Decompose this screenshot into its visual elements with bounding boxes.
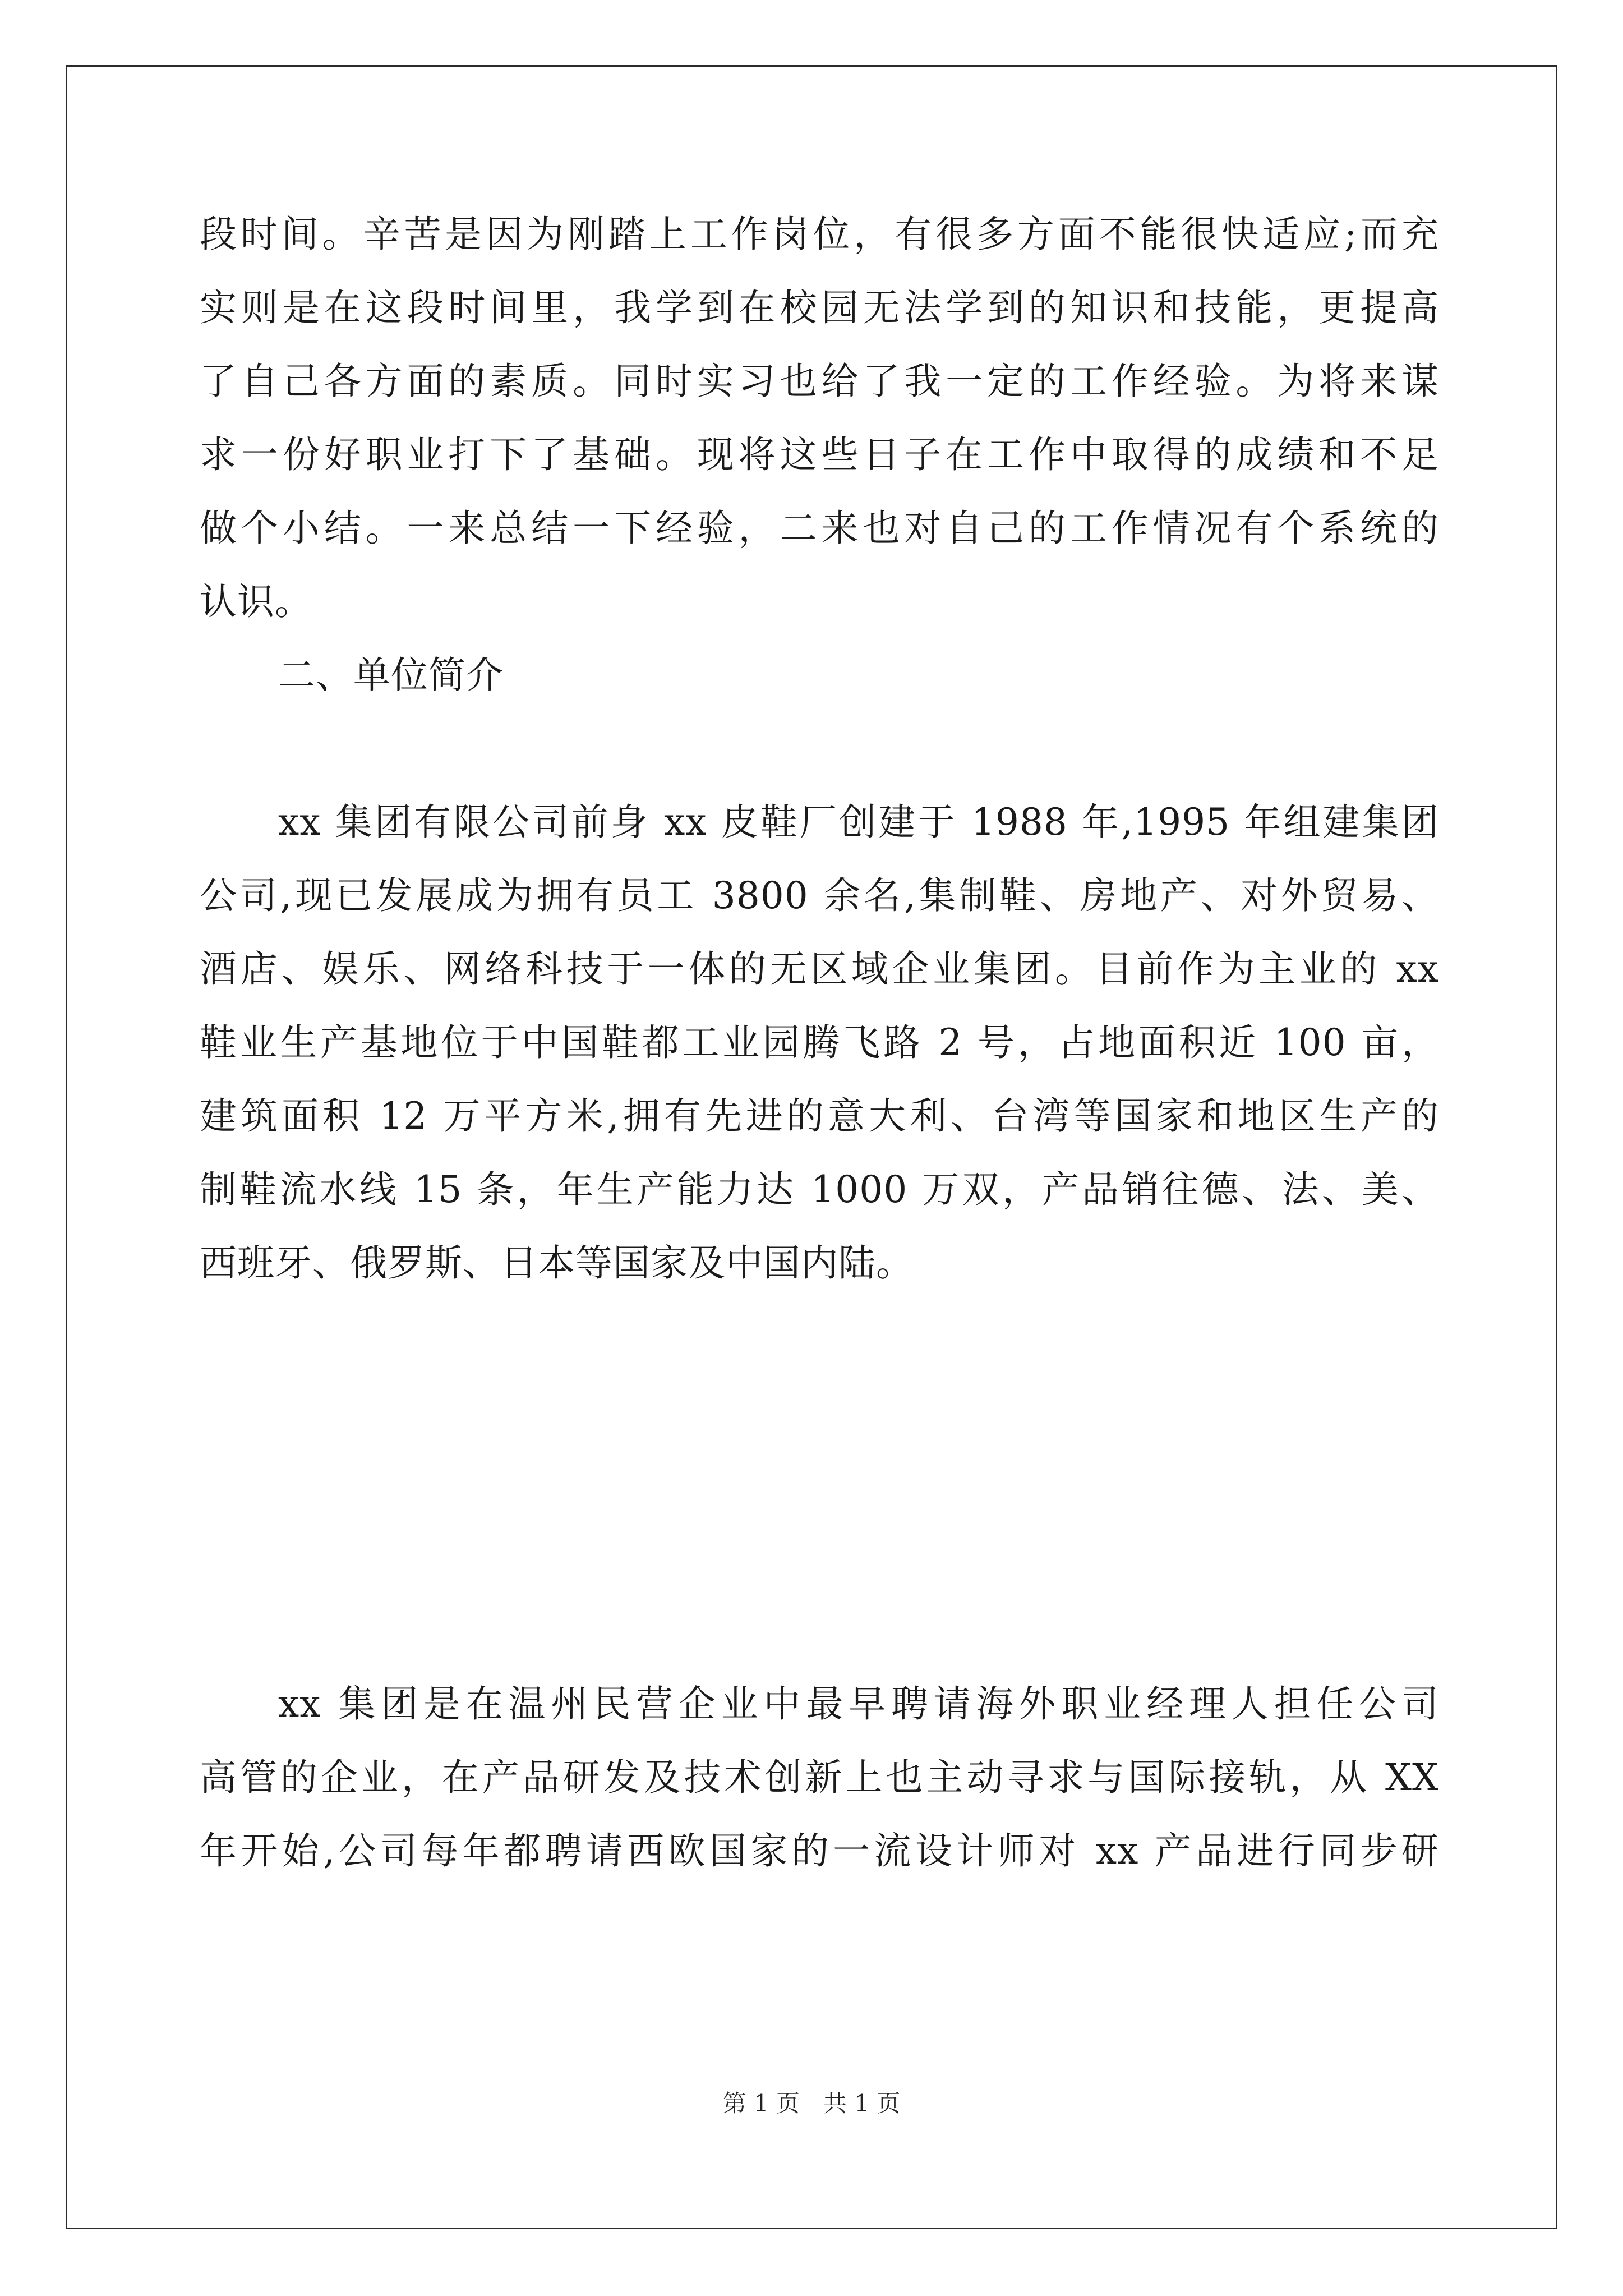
paragraph-1 (200, 197, 1439, 638)
text-line: 鞋业生产基地位于中国鞋都工业园腾飞路 2 号，占地面积近 100 亩， (200, 1021, 1439, 1064)
text-line: xx 集团是在温州民营企业中最早聘请海外职业经理人担任公司 (278, 1682, 1439, 1726)
text-line: 制鞋流水线 15 条，年生产能力达 1000 万双，产品销往德、法、美、 (200, 1168, 1439, 1211)
text-line: 求一份好职业打下了基础。现将这些日子在工作中取得的成绩和不足 (200, 433, 1439, 476)
text-line: 西班牙、俄罗斯、日本等国家及中国内陆。 (200, 1241, 914, 1285)
text-line: 酒店、娱乐、网络科技于一体的无区域企业集团。目前作为主业的 xx (200, 947, 1439, 991)
section-heading-text: 二、单位简介 (278, 654, 504, 697)
text-line: 年开始,公司每年都聘请西欧国家的一流设计师对 xx 产品进行同步研 (200, 1829, 1439, 1872)
text-line: 做个小结。一来总结一下经验，二来也对自己的工作情况有个系统的 (200, 507, 1439, 550)
text-line: 认识。 (200, 580, 312, 623)
text-line: 高管的企业，在产品研发及技术创新上也主动寻求与国际接轨，从 XX (200, 1756, 1439, 1799)
text-line: 实则是在这段时间里，我学到在校园无法学到的知识和技能，更提高 (200, 286, 1439, 329)
paragraph-4 (200, 1667, 1439, 1888)
page-footer (0, 2087, 1623, 2120)
text-line: 了自己各方面的素质。同时实习也给了我一定的工作经验。为将来谋 (200, 360, 1439, 403)
page-number-label: 第 1 页 共 1 页 (722, 2090, 901, 2117)
text-line: 公司,现已发展成为拥有员工 3800 余名,集制鞋、房地产、对外贸易、 (200, 874, 1439, 917)
text-line: 建筑面积 12 万平方米,拥有先进的意大利、台湾等国家和地区生产的 (200, 1094, 1439, 1138)
paragraph-3 (200, 785, 1439, 1300)
text-line: xx 集团有限公司前身 xx 皮鞋厂创建于 1988 年,1995 年组建集团 (278, 800, 1439, 844)
section-heading (200, 638, 1439, 712)
text-line: 段时间。辛苦是因为刚踏上工作岗位，有很多方面不能很快适应;而充 (200, 213, 1439, 256)
